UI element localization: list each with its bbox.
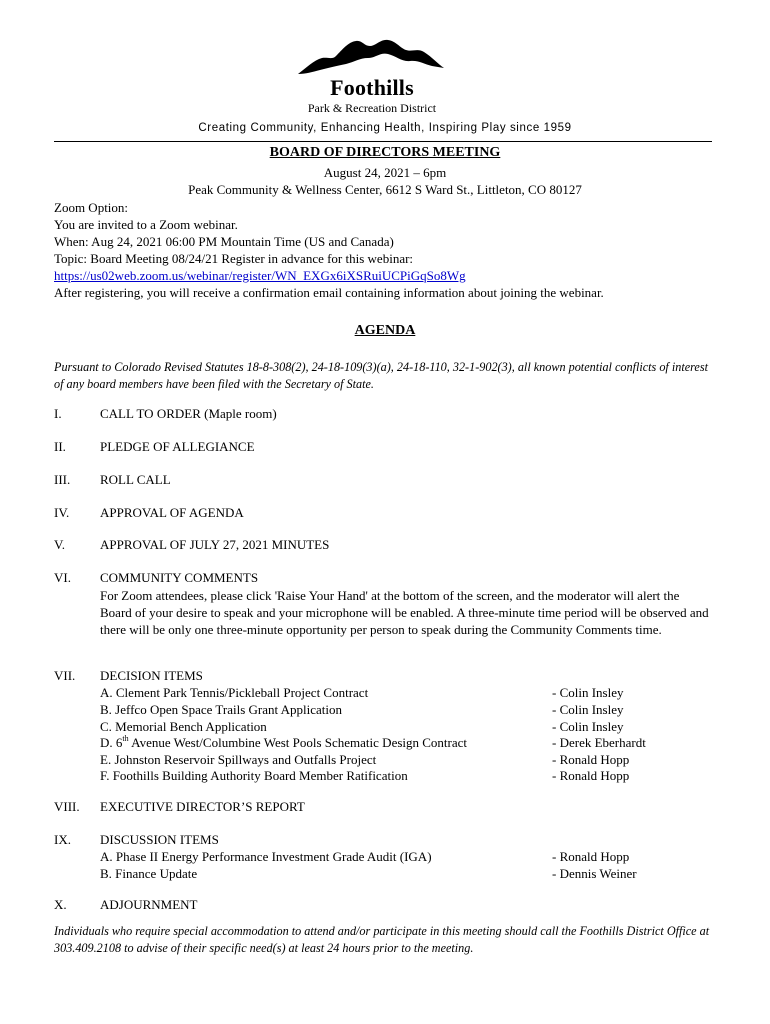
sub-item: F. Foothills Building Authority Board Member Ratification bbox=[100, 768, 408, 783]
item-label: ADJOURNMENT bbox=[100, 897, 198, 912]
item-number: VI. bbox=[54, 570, 71, 585]
header-divider bbox=[54, 141, 712, 142]
item-label: APPROVAL OF AGENDA bbox=[100, 505, 244, 520]
presenter: - Ronald Hopp bbox=[552, 752, 630, 767]
item-number: X. bbox=[54, 897, 67, 912]
sub-item: B. Jeffco Open Space Trails Grant Application bbox=[100, 702, 343, 717]
presenter: - Ronald Hopp bbox=[552, 849, 630, 864]
item-number: VIII. bbox=[54, 799, 80, 814]
zoom-topic-text: Topic: Board Meeting 08/24/21 Register in advance for this webinar: bbox=[54, 251, 414, 266]
presenter: - Colin Insley bbox=[552, 719, 624, 734]
item-label: DECISION ITEMS bbox=[100, 668, 203, 683]
logo-subtitle: Park & Recreation District bbox=[307, 101, 437, 115]
sub-item: B. Finance Update bbox=[100, 866, 198, 881]
sub-item: C. Memorial Bench Application bbox=[100, 719, 267, 734]
item-label: ROLL CALL bbox=[100, 472, 171, 487]
sub-item-suffix: Avenue West/Columbine West Pools Schematic Design Contract bbox=[128, 735, 468, 750]
item-label: PLEDGE OF ALLEGIANCE bbox=[100, 439, 255, 454]
zoom-option-label: Zoom Option: bbox=[54, 200, 129, 215]
mountain-logo-icon bbox=[292, 38, 452, 78]
sub-item-prefix: D. 6 bbox=[100, 735, 123, 750]
meeting-location: Peak Community & Wellness Center, 6612 S Ward St., Littleton, CO 80127 bbox=[188, 182, 582, 197]
item-label: APPROVAL OF JULY 27, 2021 MINUTES bbox=[100, 537, 330, 552]
foothills-logo bbox=[292, 38, 452, 118]
item-description: For Zoom attendees, please click 'Raise Your Hand' at the bottom of the screen, and the moderator will alert the Board of your desire to speak and your microphone will be enabled. A three-minute time period will be observed and there will be only one three-minute opportunity per person to speak during the Community Comments time. bbox=[100, 588, 709, 637]
sub-item: A. Phase II Energy Performance Investment Grade Audit (IGA) bbox=[100, 849, 432, 864]
meeting-date: August 24, 2021 – 6pm bbox=[323, 165, 447, 180]
item-number: IX. bbox=[54, 832, 71, 847]
zoom-register-link[interactable]: https://us02web.zoom.us/webinar/register/WN_EXGx6iXSRuiUCPiGqSo8Wg bbox=[54, 268, 466, 283]
item-label: COMMUNITY COMMENTS bbox=[100, 570, 259, 585]
item-number: I. bbox=[54, 406, 62, 421]
ordinal-suffix: th bbox=[122, 734, 129, 743]
presenter: - Colin Insley bbox=[552, 702, 624, 717]
statute-note: Pursuant to Colorado Revised Statutes 18-8-308(2), 24-18-109(3)(a), 24-18-110, 32-1-902(3), all known potential conflicts of interest of any board members have been filed with the Secretary of State. bbox=[54, 360, 708, 391]
meeting-title: BOARD OF DIRECTORS MEETING bbox=[269, 145, 501, 160]
sub-item: E. Johnston Reservoir Spillways and Outfalls Project bbox=[100, 752, 377, 767]
sub-item bbox=[100, 735, 467, 751]
zoom-invite-text: You are invited to a Zoom webinar. bbox=[54, 217, 238, 232]
item-number: VII. bbox=[54, 668, 76, 683]
item-number: V. bbox=[54, 537, 65, 552]
presenter: - Colin Insley bbox=[552, 685, 624, 700]
presenter: - Derek Eberhardt bbox=[552, 735, 646, 750]
agenda-title: AGENDA bbox=[354, 323, 416, 338]
accommodation-note: Individuals who require special accommodation to attend and/or participate in this meeting should call the Foothills District Office at 303.409.2108 to advise of their specific need(s) at least 24 hours prior to the meeting. bbox=[54, 924, 710, 955]
logo-name: Foothills bbox=[330, 75, 414, 100]
item-label: CALL TO ORDER (Maple room) bbox=[100, 406, 277, 421]
zoom-after-text: After registering, you will receive a confirmation email containing information about joining the webinar. bbox=[54, 285, 604, 300]
presenter: - Dennis Weiner bbox=[552, 866, 637, 881]
tagline: Creating Community, Enhancing Health, Inspiring Play since 1959 bbox=[198, 122, 572, 134]
item-number: II. bbox=[54, 439, 66, 454]
sub-item: A. Clement Park Tennis/Pickleball Project Contract bbox=[100, 685, 369, 700]
item-label: DISCUSSION ITEMS bbox=[100, 832, 219, 847]
zoom-when-text: When: Aug 24, 2021 06:00 PM Mountain Time (US and Canada) bbox=[54, 234, 394, 249]
item-number: IV. bbox=[54, 505, 70, 520]
item-label: EXECUTIVE DIRECTOR’S REPORT bbox=[100, 799, 305, 814]
presenter: - Ronald Hopp bbox=[552, 768, 630, 783]
item-number: III. bbox=[54, 472, 71, 487]
